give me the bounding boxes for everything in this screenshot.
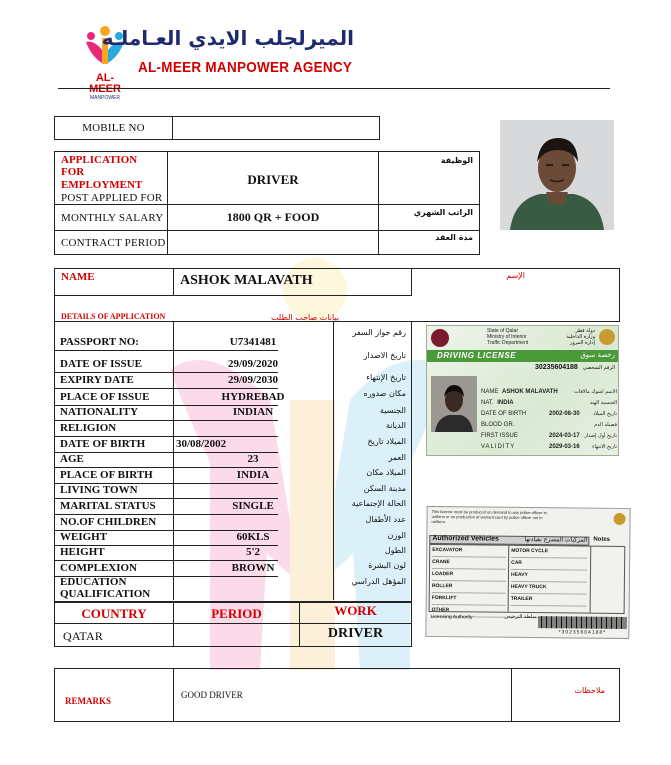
license-dob-value: 2002-08-30 xyxy=(549,411,580,417)
details-row-divider xyxy=(54,372,278,373)
license-nat-label: NAT. xyxy=(481,400,494,406)
name-arabic: الإسم xyxy=(506,271,525,280)
details-row-label: DATE OF BIRTH xyxy=(60,438,146,450)
vehicle-category-right: HEAVY xyxy=(511,570,587,583)
details-row-label: PLACE OF ISSUE xyxy=(60,391,150,403)
details-row-label: NATIONALITY xyxy=(60,406,139,418)
license-blood-ar: فصيلة الدم xyxy=(594,422,617,428)
mobile-label: MOBILE NO xyxy=(82,122,145,134)
vehicle-category-left: EXCAVATOR xyxy=(432,545,506,558)
details-row-value: 60KLS xyxy=(236,531,270,543)
license-barcode-text: *30235604188* xyxy=(558,629,607,636)
details-row-value: 29/09/2020 xyxy=(227,358,279,370)
application-label-2: FOR xyxy=(61,166,85,178)
details-row-divider xyxy=(54,498,278,499)
vehicles-grid xyxy=(429,544,626,614)
details-row-arabic: لون البشرة xyxy=(368,561,406,570)
license-issue-ar: تاريخ أول إصدار xyxy=(584,433,617,439)
license-dob-label: DATE OF BIRTH xyxy=(481,411,527,417)
authorized-vehicles-arabic: المركبات المصرح بقيادتها xyxy=(524,535,588,544)
work-header: WORK xyxy=(334,603,377,618)
contract-arabic: مدة العقد xyxy=(435,233,473,242)
details-row-label: EDUCATION xyxy=(60,576,127,588)
details-row-value: 23 xyxy=(247,453,259,465)
details-row-arabic: الطول xyxy=(384,546,406,555)
details-row-arabic: مكان صدوره xyxy=(363,389,406,398)
details-row-value: 30/08/2002 xyxy=(176,438,227,450)
name-label: NAME xyxy=(61,271,95,283)
details-row-label: COMPLEXION xyxy=(60,562,137,574)
details-row-label: AGE xyxy=(60,453,84,465)
license-nat-value: INDIA xyxy=(497,400,514,406)
details-row-label: WEIGHT xyxy=(60,531,108,543)
details-arabic: بيانات صاحب الطلب xyxy=(270,313,340,322)
details-row-arabic: تاريخ الاصدار xyxy=(363,351,406,360)
license-back-emblem-icon xyxy=(614,513,626,525)
vehicle-category-left: OTHER xyxy=(432,605,506,618)
driving-license-front xyxy=(426,325,619,456)
details-row-arabic: الديانة xyxy=(385,421,406,430)
license-notice: This license must be produced on demand to any police officer in uniform or on production of warrant card by police officer not in uniform. xyxy=(431,508,547,525)
details-row-value: 29/09/2030 xyxy=(227,374,279,386)
period-header: PERIOD xyxy=(211,606,262,621)
license-ministry-ar: وزارة الداخلية xyxy=(566,334,595,340)
details-row-divider xyxy=(54,388,278,389)
vehicle-category-left: LOADER xyxy=(432,569,506,582)
license-barcode xyxy=(538,616,626,629)
notes-label: Notes xyxy=(593,536,611,543)
details-row-value: SINGLE xyxy=(232,500,274,512)
name-value: ASHOK MALAVATH xyxy=(180,273,313,288)
details-row-arabic: عدد الأطفال xyxy=(365,515,406,524)
details-row-label: RELIGION xyxy=(60,422,117,434)
details-row-value: INDIA xyxy=(236,469,270,481)
license-validity-ar: تاريخ الانتهاء xyxy=(592,444,617,450)
details-row-value: BROWN xyxy=(231,562,275,574)
mobile-row xyxy=(54,116,380,140)
license-state-ar: دولة قطر xyxy=(575,328,595,334)
header-divider xyxy=(58,88,610,89)
license-name-label: NAME xyxy=(481,389,499,395)
salary-label: MONTHLY SALARY xyxy=(61,212,164,224)
license-validity-label: VALIDITY xyxy=(481,444,516,450)
details-row-divider xyxy=(54,420,278,421)
details-row-arabic: تاريخ الإنتهاء xyxy=(366,373,406,382)
details-row-divider xyxy=(54,560,278,561)
license-ministry-en: Ministry of Interior xyxy=(487,334,527,340)
details-row-label: PLACE OF BIRTH xyxy=(60,469,153,481)
remarks-value: GOOD DRIVER xyxy=(181,690,243,700)
vehicle-category-right: CAR xyxy=(511,558,587,571)
license-number: 30235604188 xyxy=(535,364,578,371)
details-row-divider xyxy=(54,436,278,437)
details-row-value: 5'2 xyxy=(245,546,261,558)
vehicle-category-right: MOTOR CYCLE xyxy=(511,546,587,559)
traffic-emblem-icon xyxy=(599,329,615,345)
details-row-label: NO.OF CHILDREN xyxy=(60,516,157,528)
license-photo xyxy=(431,376,477,432)
details-row-divider xyxy=(54,467,278,468)
licensing-authority-arabic: سلطة الترخيص xyxy=(504,613,537,621)
logo-text: AL-MEER xyxy=(89,72,121,95)
vehicle-category-right: TRAILER xyxy=(511,594,587,607)
details-row-arabic: المؤهل الدراسي xyxy=(351,577,406,586)
vehicle-category-left: CRANE xyxy=(432,557,506,570)
details-row-label: PASSPORT NO: xyxy=(60,336,139,348)
post-applied-value: DRIVER xyxy=(247,172,299,187)
remarks-row xyxy=(54,668,620,722)
details-row-arabic: العمر xyxy=(388,453,406,462)
license-validity-value: 2029-03-16 xyxy=(549,444,580,450)
details-row-label: HEIGHT xyxy=(60,546,105,558)
country-header: COUNTRY xyxy=(81,606,147,621)
details-label: DETAILS OF APPLICATION xyxy=(61,312,166,321)
details-row-value: U7341481 xyxy=(229,336,277,348)
logo-subtext: MANPOWER xyxy=(90,95,120,101)
name-section xyxy=(54,268,620,322)
post-applied-label: POST APPLIED FOR xyxy=(61,192,163,204)
remarks-arabic: ملاحظات xyxy=(574,686,605,695)
applicant-photo xyxy=(500,120,614,230)
company-name-english: AL-MEER MANPOWER AGENCY xyxy=(138,59,353,76)
details-row-arabic: الجنسية xyxy=(379,406,406,415)
details-row-label: MARITAL STATUS xyxy=(60,500,156,512)
application-label-3: EMPLOYMENT xyxy=(61,179,143,191)
license-dob-ar: تاريخ الميلاد xyxy=(592,411,617,417)
details-row-arabic: رقم جواز السفر xyxy=(352,328,406,337)
details-row-arabic: الوزن xyxy=(387,531,406,540)
details-row-value: INDIAN xyxy=(232,406,274,418)
vehicle-category-left: FORKLIFT xyxy=(432,593,506,606)
license-dept-ar: إدارة المرور xyxy=(569,340,595,346)
license-name-ar: الاسم اشوك مالافات xyxy=(574,389,617,395)
contract-label: CONTRACT PERIOD xyxy=(61,237,166,249)
vehicle-category-left: ROLLER xyxy=(432,581,506,594)
license-issue-label: FIRST ISSUE xyxy=(481,433,518,439)
details-row-divider xyxy=(54,350,278,351)
details-row-label: LIVING TOWN xyxy=(60,484,138,496)
details-row-label-2: QUALIFICATION xyxy=(60,588,151,600)
experience-country: QATAR xyxy=(63,629,104,643)
application-label-1: APPLICATION xyxy=(61,154,138,166)
authorized-vehicles-label: Authorized Vehicles xyxy=(432,534,499,543)
license-title-ar: رخصة سوق xyxy=(580,351,615,359)
company-name-arabic: الميرلجلب الايدي العـاملـه xyxy=(101,26,354,50)
qatar-emblem-icon xyxy=(431,329,449,347)
details-row-arabic: الميلاد مكان xyxy=(366,468,406,477)
experience-table xyxy=(54,602,412,647)
license-issue-value: 2024-03-17 xyxy=(549,433,580,439)
driving-license-back xyxy=(425,506,630,639)
remarks-label: REMARKS xyxy=(65,696,112,706)
license-number-ar: الرقم الشخصي xyxy=(582,365,615,371)
salary-value: 1800 QR + FOOD xyxy=(226,210,320,224)
license-dept-en: Traffic Department xyxy=(487,340,529,346)
details-row-divider xyxy=(54,514,278,515)
details-row-arabic: مدينة السكن xyxy=(363,484,406,493)
license-nat-ar: الجنسية الهند xyxy=(589,400,617,406)
details-row-label: DATE OF ISSUE xyxy=(60,358,142,370)
license-state-en: State of Qatar xyxy=(487,328,519,334)
salary-arabic: الراتب الشهري xyxy=(413,208,473,217)
license-title-en: DRIVING LICENSE xyxy=(437,351,517,360)
vehicle-category-right: HEAVY TRUCK xyxy=(511,582,587,595)
details-row-value: HYDREBAD xyxy=(221,391,285,403)
license-blood-label: BLOOD GR. xyxy=(481,422,515,428)
details-row-arabic: الحالة الإجتماعية xyxy=(351,499,406,508)
details-row-label: EXPIRY DATE xyxy=(60,374,134,386)
application-block xyxy=(54,151,480,255)
details-row-arabic: الميلاد تاريخ xyxy=(367,437,406,446)
license-name-value: ASHOK MALAVATH xyxy=(502,389,558,395)
experience-work: DRIVER xyxy=(327,626,384,641)
licensing-authority-label: Licensing Authority xyxy=(430,613,473,621)
post-applied-arabic: الوظيفة xyxy=(440,156,473,165)
